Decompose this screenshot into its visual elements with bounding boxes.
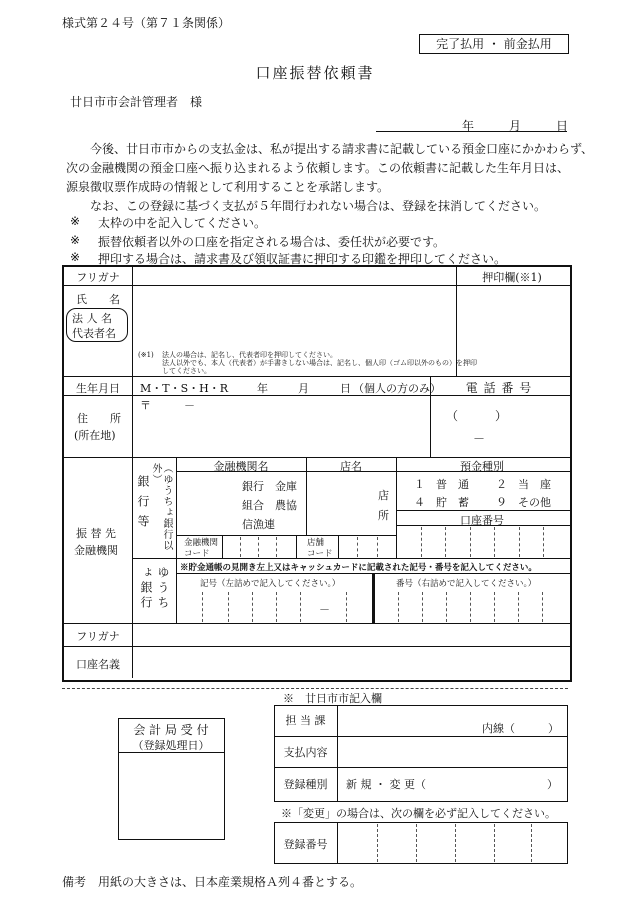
- cut-line: [62, 688, 568, 689]
- account-number-input[interactable]: [397, 527, 567, 557]
- intro-line-4: なお、この登録に基づく支払が５年間行われない場合は、登録を抹消してください。: [90, 199, 547, 213]
- birth-note: （個人の方のみ）: [353, 382, 441, 395]
- phone-dash: －: [473, 432, 486, 446]
- seal-label: 押印欄(※1): [482, 271, 542, 284]
- furigana-input[interactable]: [134, 267, 455, 285]
- inst-code-label-2: コード: [184, 549, 210, 559]
- reg-number-label: 登録番号: [283, 838, 328, 851]
- date-year-label: 年: [462, 119, 475, 133]
- reception-sub-label: （登録処理日）: [132, 739, 210, 752]
- account-name-label: 口座名義: [76, 658, 120, 671]
- phone-paren-open: （: [446, 409, 459, 423]
- bank-others-note: （ゆうちょ銀行以外）: [150, 463, 172, 551]
- intro-line-3: 源泉徴収票作成時の情報として利用することを承諾します。: [66, 180, 390, 194]
- inst-type-1[interactable]: 銀行 金庫: [242, 480, 297, 493]
- bank-section-sub-label: 金融機関: [74, 544, 118, 557]
- branch-code-label-1: 店舗: [307, 538, 325, 548]
- bank-section-label: 振 替 先: [76, 527, 116, 540]
- usage-box: 完了払用 ・ 前金払用: [419, 34, 569, 54]
- birth-month-label: 月: [298, 382, 309, 395]
- deposit-option-2[interactable]: ２ 当 座: [496, 478, 551, 491]
- note-mark-1: ※: [70, 214, 81, 228]
- intro-line-1: 今後、廿日市市からの支払金は、私が提出する請求書に記載している預金口座にかかわらず、: [90, 142, 594, 156]
- footer-remark: 備考 用紙の大きさは、日本産業規格Ａ列４番とする。: [62, 875, 363, 889]
- account-furigana-input[interactable]: [134, 625, 566, 645]
- seal-note-2: 法人以外でも、本人（代表者）が手書きしない場合は、記名し、個人印（ゴム印以外のもの）を押印: [162, 359, 477, 367]
- seal-note-3: してください。: [162, 367, 211, 375]
- branch-suffix-1: 店: [378, 489, 389, 502]
- postal-dash: －: [184, 399, 195, 412]
- birth-year-label: 年: [257, 382, 268, 395]
- birth-day-label: 日: [340, 382, 351, 395]
- note-2: 振替依頼者以外の口座を指定される場合は、委任状が必要です。: [98, 235, 446, 249]
- extension-label: 内線（ ）: [482, 722, 559, 735]
- yucho-note: ※貯金通帳の見開き左上又はキャッシュカードに記載された記号・番号を記入してください。: [180, 563, 537, 573]
- inst-type-3[interactable]: 信漁連: [242, 518, 275, 531]
- representative-label: 代表者名: [72, 327, 116, 340]
- yucho-symbol-input[interactable]: [178, 592, 371, 622]
- intro-line-2: 次の金融機関の預金口座へ振り込まれるよう依頼します。この依頼書に記載した生年月日は、: [66, 161, 570, 175]
- address-label: 住 所: [77, 412, 121, 425]
- date-day-label: 日: [556, 119, 569, 133]
- reception-label: 会 計 局 受 付: [133, 723, 209, 737]
- corp-name-label: 法 人 名: [72, 312, 112, 325]
- birth-era-options[interactable]: M・T・S・H・R: [140, 382, 229, 395]
- seal-note-1: 法人の場合は、記名し、代表者印を押印してください。: [162, 351, 337, 359]
- reg-type-options[interactable]: 新 規 ・ 変 更（ ）: [346, 778, 558, 791]
- page-title: 口座振替依頼書: [255, 64, 375, 82]
- branch-suffix-2: 所: [378, 509, 389, 522]
- note-3: 押印する場合は、請求書及び領収証書に押印する印鑑を押印してください。: [98, 252, 507, 266]
- branch-code-label-2: コード: [307, 549, 333, 559]
- postal-mark: 〒: [140, 399, 151, 412]
- inst-type-2[interactable]: 組合 農協: [242, 499, 297, 512]
- office-section-title: ※ 廿日市市記入欄: [283, 692, 382, 705]
- phone-paren-close: ）: [495, 409, 508, 423]
- yucho-number-input[interactable]: [375, 592, 567, 622]
- inst-code-label-1: 金融機関: [184, 538, 219, 548]
- seal-note-mark: (※1): [138, 351, 154, 359]
- inst-name-header: 金融機関名: [213, 460, 269, 473]
- yucho-dash: －: [319, 603, 330, 616]
- bank-others-title: 銀行等: [136, 475, 150, 535]
- yucho-symbol-header: 記号（左詰めで記入してください。）: [200, 579, 341, 589]
- form-number: 様式第２４号（第７１条関係）: [62, 16, 231, 30]
- name-label: 氏 名: [76, 293, 120, 306]
- addressee: 廿日市市会計管理者 様: [70, 95, 203, 109]
- yucho-label: ゆうちょ銀行: [139, 566, 170, 611]
- note-mark-3: ※: [70, 250, 81, 264]
- date-underline: [376, 131, 567, 132]
- address-sub-label: (所在地): [74, 429, 116, 442]
- name-input[interactable]: [134, 287, 455, 347]
- account-name-input[interactable]: [134, 648, 566, 676]
- branch-header: 店名: [340, 460, 362, 473]
- payment-content-label: 支払内容: [283, 746, 328, 759]
- phone-label: 電 話 番 号: [465, 381, 533, 395]
- seal-box[interactable]: [458, 287, 566, 375]
- deposit-option-4[interactable]: ４ 貯 蓄: [414, 496, 469, 509]
- note-mark-2: ※: [70, 233, 81, 247]
- phone-input[interactable]: [432, 397, 566, 455]
- deposit-option-9[interactable]: ９ その他: [496, 496, 551, 509]
- deposit-option-1[interactable]: １ 普 通: [414, 478, 469, 491]
- account-no-header: 口座番号: [460, 514, 504, 527]
- in-charge-label: 担 当 課: [285, 714, 326, 727]
- change-note: ※「変更」の場合は、次の欄を必ず記入してください。: [281, 807, 556, 820]
- note-1: 太枠の中を記入してください。: [98, 216, 267, 230]
- furigana2-label: フリガナ: [76, 630, 120, 643]
- furigana-label: フリガナ: [76, 271, 120, 284]
- address-input[interactable]: [134, 397, 429, 455]
- yucho-number-header: 番号（右詰めで記入してください。）: [396, 579, 537, 589]
- date-month-label: 月: [509, 119, 522, 133]
- reg-type-label: 登録種別: [283, 778, 328, 791]
- deposit-type-header: 預金種別: [460, 460, 504, 473]
- birth-date-label: 生年月日: [76, 382, 120, 395]
